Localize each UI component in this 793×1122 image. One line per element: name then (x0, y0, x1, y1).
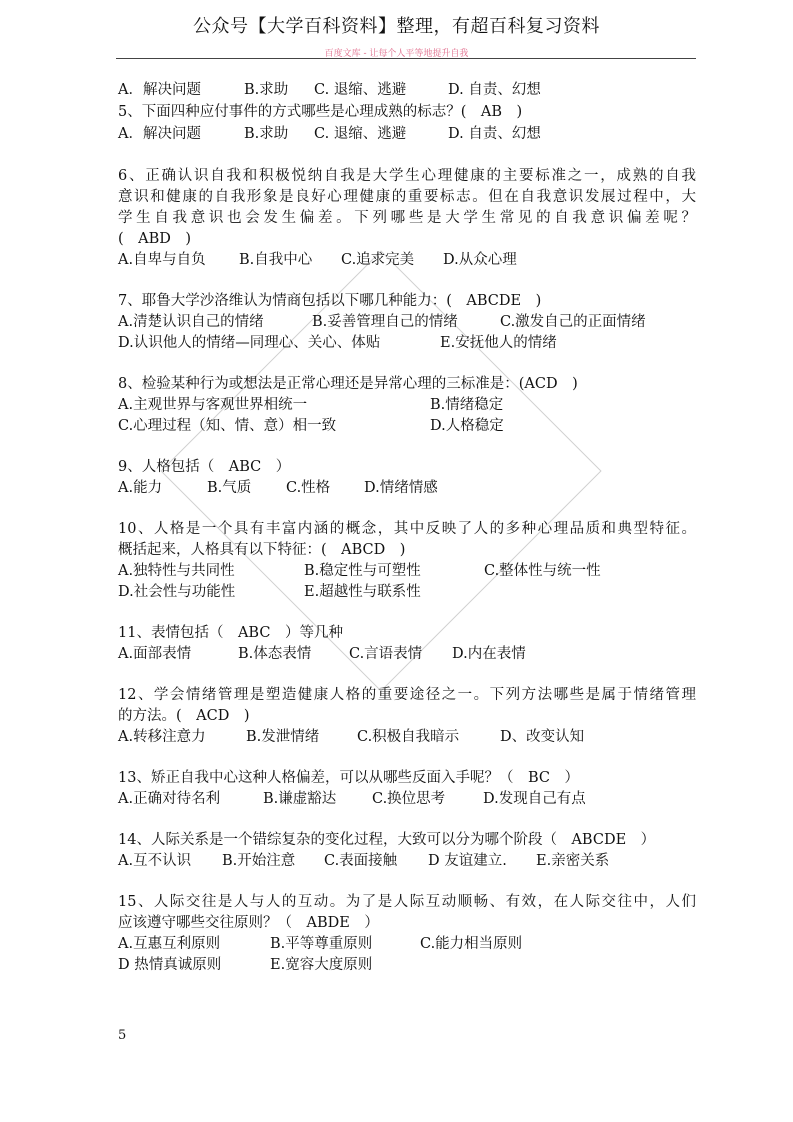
option-b: B.平等尊重原则 (270, 936, 373, 952)
option-b: B.发泄情绪 (246, 729, 320, 745)
option-a: A.自卑与自负 (118, 252, 206, 268)
q13-options (118, 789, 696, 809)
option-d: D.认识他人的情绪—同理心、关心、体贴 (118, 335, 381, 351)
option-d: D.人格稳定 (430, 418, 504, 434)
q15-text-line-2: 应该遵守哪些交往原则？（ ABDE ） (118, 915, 379, 931)
option-a: A．解决问题 (118, 126, 201, 142)
option-e: E.超越性与联系性 (304, 584, 421, 600)
q6-text-line-1: 6、正确认识自我和积极悦纳自我是大学生心理健康的主要标准之一，成熟的自我 (118, 168, 696, 184)
option-e: E.安抚他人的情绪 (440, 335, 557, 351)
q10-text-line-2: 概括起来，人格具有以下特征：( ABCD ) (118, 542, 406, 558)
option-d: D 热情真诚原则 (118, 957, 222, 973)
option-d: D.从众心理 (443, 252, 517, 268)
option-a: A.正确对待名利 (118, 791, 221, 807)
q6-options (118, 250, 696, 270)
option-a: A.清楚认识自己的情绪 (118, 314, 264, 330)
q15-options-row-2 (118, 955, 696, 975)
option-c: C.追求完美 (341, 252, 415, 268)
option-d: D.情绪情感 (364, 480, 438, 496)
q14-text: 14、人际关系是一个错综复杂的变化过程，大致可以分为哪个阶段（ ABCDE ） (118, 832, 656, 848)
q8-text: 8、检验某种行为或想法是正常心理还是异常心理的三标准是：(ACD ) (118, 376, 578, 392)
q10-options-row-1 (118, 561, 696, 581)
option-d: D.内在表情 (452, 646, 526, 662)
option-c: C.换位思考 (372, 791, 446, 807)
q7-options-row-1 (118, 312, 696, 332)
q12-options (118, 727, 696, 747)
q5-text: 5、下面四种应付事件的方式哪些是心理成熟的标志？( AB ) (118, 104, 523, 120)
option-e: E.亲密关系 (536, 853, 610, 869)
q9-text: 9、人格包括（ ABC ） (118, 459, 291, 475)
option-c: C.表面接触 (324, 853, 398, 869)
option-a: A.独特性与共同性 (118, 563, 235, 579)
option-c: C.积极自我暗示 (357, 729, 460, 745)
option-a: A.主观世界与客观世界相统一 (118, 397, 308, 413)
option-b: B.谦虚豁达 (263, 791, 337, 807)
option-a: A.能力 (118, 480, 163, 496)
option-c: C.整体性与统一性 (484, 563, 601, 579)
q5-options (118, 124, 696, 144)
q13-text: 13、矫正自我中心这种人格偏差，可以从哪些反面入手呢？（ BC ） (118, 770, 579, 786)
page-header-subtitle: 百度文库 - 让每个人平等地提升自我 (324, 49, 469, 59)
page-number: 5 (118, 1028, 127, 1043)
option-e: E.宽容大度原则 (270, 957, 373, 973)
q12-text-line-2: 的方法。( ACD ) (118, 708, 250, 724)
option-b: B.妥善管理自己的情绪 (312, 314, 458, 330)
option-d: D. 自责、幻想 (448, 126, 541, 142)
option-c: C. 退缩、逃避 (314, 126, 407, 142)
q7-options-row-2 (118, 333, 696, 353)
option-d: D.社会性与功能性 (118, 584, 236, 600)
option-b: B.自我中心 (239, 252, 313, 268)
option-c: C.言语表情 (349, 646, 423, 662)
option-d: D. 自责、幻想 (448, 82, 541, 98)
option-b: B.情绪稳定 (430, 397, 504, 413)
option-b: B.气质 (207, 480, 252, 496)
q15-text-line-1: 15、人际交往是人与人的互动。为了是人际互动顺畅、有效，在人际交往中，人们 (118, 894, 696, 910)
option-b: B.求助 (244, 126, 289, 142)
q6-text-line-2: 意识和健康的自我形象是良好心理健康的重要标志。但在自我意识发展过程中，大 (118, 189, 696, 205)
header-rule (116, 58, 696, 59)
q7-text: 7、耶鲁大学沙洛维认为情商包括以下哪几种能力：( ABCDE ) (118, 293, 542, 309)
option-a: A.转移注意力 (118, 729, 206, 745)
option-a: A.互惠互利原则 (118, 936, 221, 952)
option-c: C.性格 (286, 480, 331, 496)
option-c: C.能力相当原则 (420, 936, 523, 952)
q15-options-row-1 (118, 934, 696, 954)
option-a: A．解决问题 (118, 82, 201, 98)
option-c: C.心理过程（知、情、意）相一致 (118, 418, 337, 434)
option-a: A.面部表情 (118, 646, 192, 662)
option-b: B.体态表情 (238, 646, 312, 662)
q6-text-line-3: 学生自我意识也会发生偏差。下列哪些是大学生常见的自我意识偏差呢？ (118, 210, 696, 226)
q11-options (118, 644, 696, 664)
option-d: D 友谊建立. (428, 853, 507, 869)
q9-options (118, 478, 696, 498)
q12-text-line-1: 12、学会情绪管理是塑造健康人格的重要途径之一。下列方法哪些是属于情绪管理 (118, 687, 696, 703)
q11-text: 11、表情包括（ ABC ）等几种 (118, 625, 343, 641)
q10-text-line-1: 10、人格是一个具有丰富内涵的概念，其中反映了人的多种心理品质和典型特征。 (118, 521, 696, 537)
option-c: C. 退缩、逃避 (314, 82, 407, 98)
option-b: B.求助 (244, 82, 289, 98)
q14-options (118, 851, 696, 871)
q6-answer: ( ABD ) (118, 231, 192, 247)
q8-options-row-2 (118, 416, 696, 436)
option-a: A.互不认识 (118, 853, 192, 869)
option-b: B.开始注意 (222, 853, 296, 869)
q4-options (118, 80, 696, 100)
option-c: C.激发自己的正面情绪 (500, 314, 646, 330)
q10-options-row-2 (118, 582, 696, 602)
option-d: D.发现自己有点 (483, 791, 586, 807)
option-b: B.稳定性与可塑性 (304, 563, 421, 579)
page-header-title: 公众号【大学百科资料】整理，有超百科复习资料 (193, 16, 600, 37)
q8-options-row-1 (118, 395, 696, 415)
option-d: D、改变认知 (500, 729, 585, 745)
